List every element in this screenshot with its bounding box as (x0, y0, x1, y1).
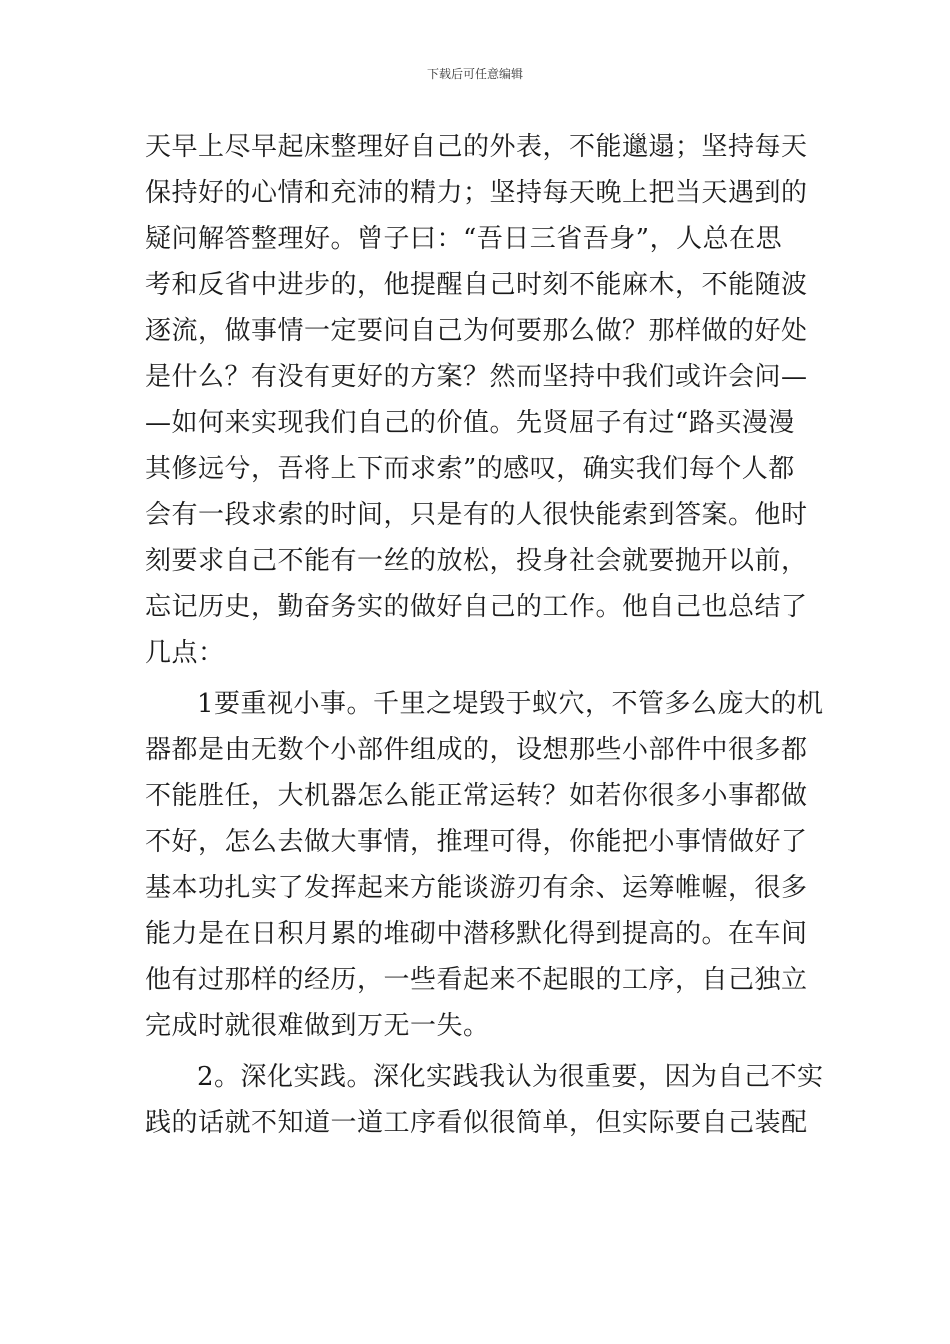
text-line: 他有过那样的经历，一些看起来不起眼的工序，自己独立 (145, 965, 808, 995)
paragraph-first-line: 2。深化实践。深化实践我认为很重要，因为自己不实 (197, 1062, 824, 1092)
text-line: 几点： (145, 638, 225, 668)
text-line: 是什么？有没有更好的方案？然而坚持中我们或许会问— (145, 362, 808, 392)
page-header: 下载后可任意编辑 (426, 67, 523, 81)
text-line: 考和反省中进步的，他提醒自己时刻不能麻木，不能随波 (145, 270, 808, 300)
text-line: 天早上尽早起床整理好自己的外表，不能邋遢；坚持每天 (145, 132, 808, 162)
text-line: 会有一段求索的时间，只是有的人很快能索到答案。他时 (145, 500, 808, 530)
text-line: 践的话就不知道一道工序看似很简单，但实际要自己装配 (145, 1108, 808, 1138)
text-line: 其修远兮，吾将上下而求索”的感叹，确实我们每个人都 (145, 454, 795, 484)
paragraph-first-line: 1要重视小事。千里之堤毁于蚁穴，不管多么庞大的机 (197, 689, 824, 719)
text-line: 器都是由无数个小部件组成的，设想那些小部件中很多都 (145, 735, 808, 765)
text-line: 能力是在日积月累的堆砌中潜移默化得到提高的。在车间 (145, 919, 808, 949)
text-line: 忘记历史，勤奋务实的做好自己的工作。他自己也总结了 (145, 592, 808, 622)
text-line: 完成时就很难做到万无一失。 (145, 1011, 490, 1041)
text-line: 不好，怎么去做大事情，推理可得，你能把小事情做好了 (145, 827, 808, 857)
text-line: 刻要求自己不能有一丝的放松，投身社会就要抛开以前， (145, 546, 808, 576)
text-line: 基本功扎实了发挥起来方能谈游刃有余、运筹帷幄，很多 (145, 873, 808, 903)
text-line: —如何来实现我们自己的价值。先贤屈子有过“路买漫漫 (145, 408, 795, 438)
text-line: 疑问解答整理好。曾子曰：“吾日三省吾身”，人总在思 (145, 224, 783, 254)
document-body (145, 124, 824, 1146)
text-line: 保持好的心情和充沛的精力；坚持每天晚上把当天遇到的 (145, 178, 808, 208)
text-line: 不能胜任，大机器怎么能正常运转？如若你很多小事都做 (145, 781, 808, 811)
text-line: 逐流，做事情一定要问自己为何要那么做？那样做的好处 (145, 316, 808, 346)
